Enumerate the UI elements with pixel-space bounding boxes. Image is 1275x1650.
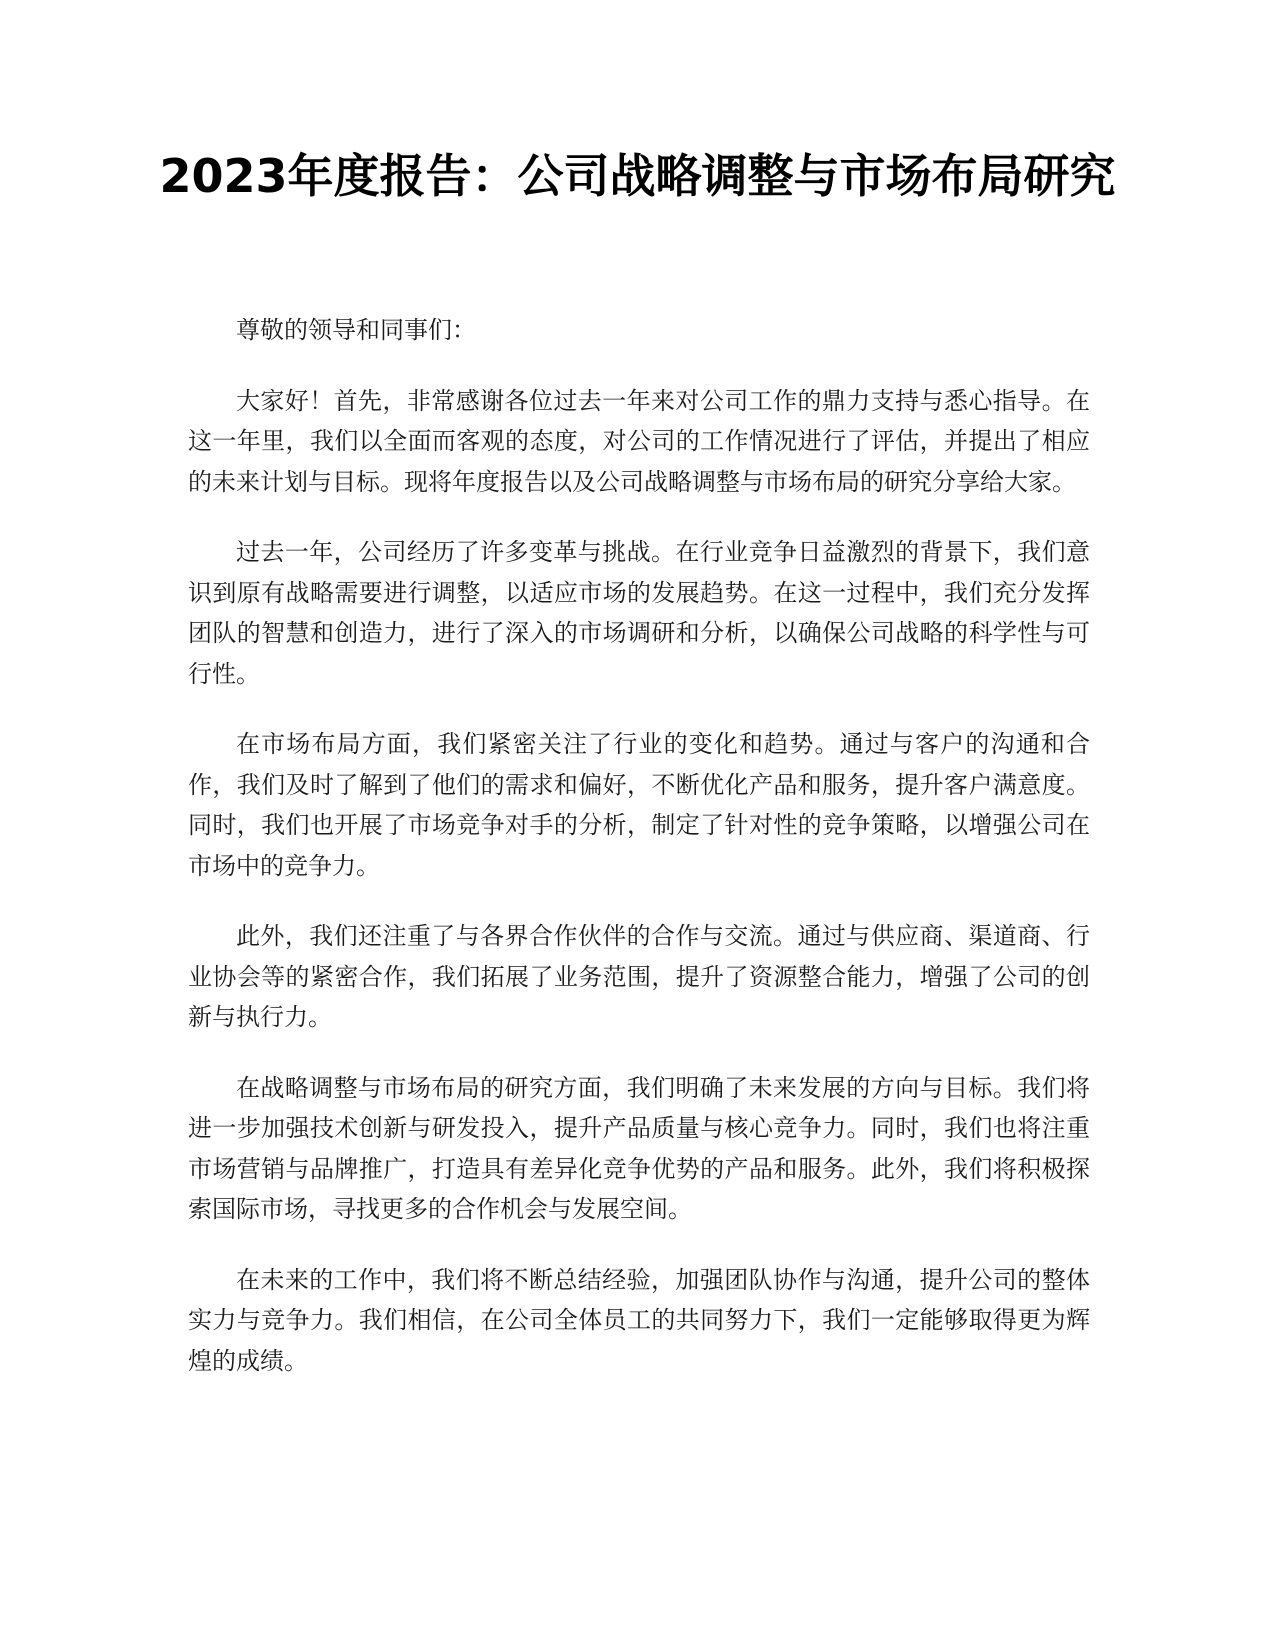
document-body	[188, 310, 1090, 1411]
body-paragraph: 大家好！首先，非常感谢各位过去一年来对公司工作的鼎力支持与悉心指导。在这一年里，我们以全面而客观的态度，对公司的工作情况进行了评估，并提出了相应的未来计划与目标。现将年度报告以及公司战略调整与市场布局的研究分享给大家。	[188, 386, 1090, 496]
salutation-paragraph: 尊敬的领导和同事们：	[236, 316, 476, 344]
body-paragraph: 在战略调整与市场布局的研究方面，我们明确了未来发展的方向与目标。我们将进一步加强技术创新与研发投入，提升产品质量与核心竞争力。同时，我们也将注重市场营销与品牌推广，打造具有差异化竞争优势的产品和服务。此外，我们将积极探索国际市场，寻找更多的合作机会与发展空间。	[188, 1073, 1090, 1223]
body-paragraph: 在市场布局方面，我们紧密关注了行业的变化和趋势。通过与客户的沟通和合作，我们及时了解到了他们的需求和偏好，不断优化产品和服务，提升客户满意度。同时，我们也开展了市场竞争对手的分析，制定了针对性的竞争策略，以增强公司在市场中的竞争力。	[188, 730, 1090, 880]
body-paragraph: 在未来的工作中，我们将不断总结经验，加强团队协作与沟通，提升公司的整体实力与竞争力。我们相信，在公司全体员工的共同努力下，我们一定能够取得更为辉煌的成绩。	[188, 1265, 1090, 1375]
body-paragraph: 此外，我们还注重了与各界合作伙伴的合作与交流。通过与供应商、渠道商、行业协会等的紧密合作，我们拓展了业务范围，提升了资源整合能力，增强了公司的创新与执行力。	[188, 922, 1090, 1031]
document-title: 2023年度报告：公司战略调整与市场布局研究	[159, 149, 1116, 203]
body-paragraph: 过去一年，公司经历了许多变革与挑战。在行业竞争日益激烈的背景下，我们意识到原有战略需要进行调整，以适应市场的发展趋势。在这一过程中，我们充分发挥团队的智慧和创造力，进行了深入的市场调研和分析，以确保公司战略的科学性与可行性。	[188, 538, 1090, 688]
